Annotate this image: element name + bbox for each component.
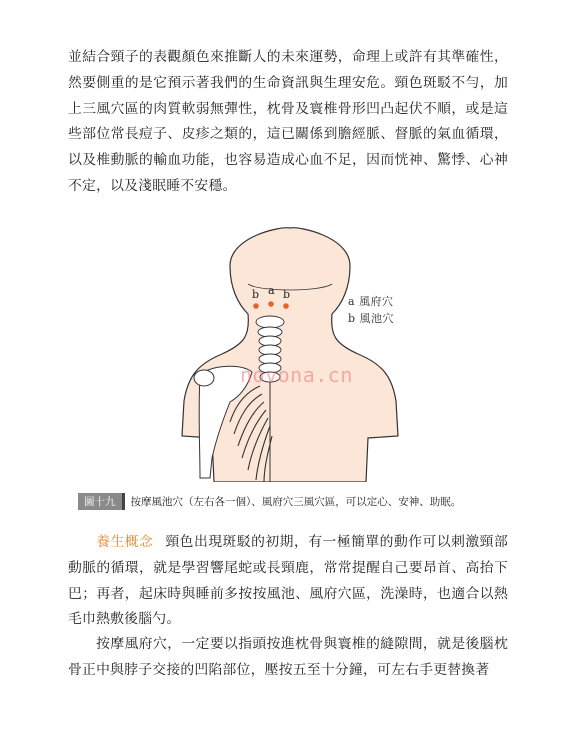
neck-back-illustration [170,226,410,482]
point-label-b-right: b [283,288,291,301]
paragraph-2 [68,530,508,633]
figure-number-label: 圖十九 [78,493,125,510]
point-b-left [253,303,259,309]
concept-label: 養生概念 [96,534,154,550]
figure-caption [78,493,461,510]
paragraph-2-text: 頸色出現斑駁的初期，有一極簡單的動作可以刺激頸部動脈的循環，就是學習響尾蛇或長頸鹿，常常提醒自己要昂首、高抬下巴；再者，起床時與睡前多按按風池、風府穴區，洗澡時，也適合以熱毛巾熱敷後腦勺。 [68,534,509,628]
legend-item-b: b 風池穴 [348,312,395,325]
point-b-right [283,303,289,309]
paragraph-3-text: 按摩風府穴，一定要以指頭按進枕骨與寰椎的縫隙間，就是後腦枕骨正中與脖子交接的凹陷部位，壓按五至十分鐘，可左右手更替換著 [68,636,508,678]
watermark: novona.cn [240,363,353,387]
paragraph-1: 並結合頸子的表觀顏色來推斷人的未來運勢，命理上或許有其準確性，然要側重的是它預示著我們的生命資訊與生理安危。頸色斑駁不勻，加上三風穴區的肉質軟弱無彈性，枕骨及寰椎骨形凹凸起伏不順，或是這些部位常長痘子、皮疹之類的，這已關係到膽經脈、督脈的氣血循環，以及椎動脈的輸血功能，也容易造成心血不足，因而恍神、驚悸、心神不定，以及淺眠睡不安穩。 [68,49,508,194]
caption-text: 按摩風池穴（左右各一個）、風府穴三風穴區，可以定心、安神、助眠。 [130,496,462,508]
point-label-a: a [268,284,275,297]
legend-item-a: a 風府穴 [348,295,394,308]
point-a [268,301,274,307]
point-label-b-left: b [252,288,260,301]
paragraph-3 [68,632,508,684]
